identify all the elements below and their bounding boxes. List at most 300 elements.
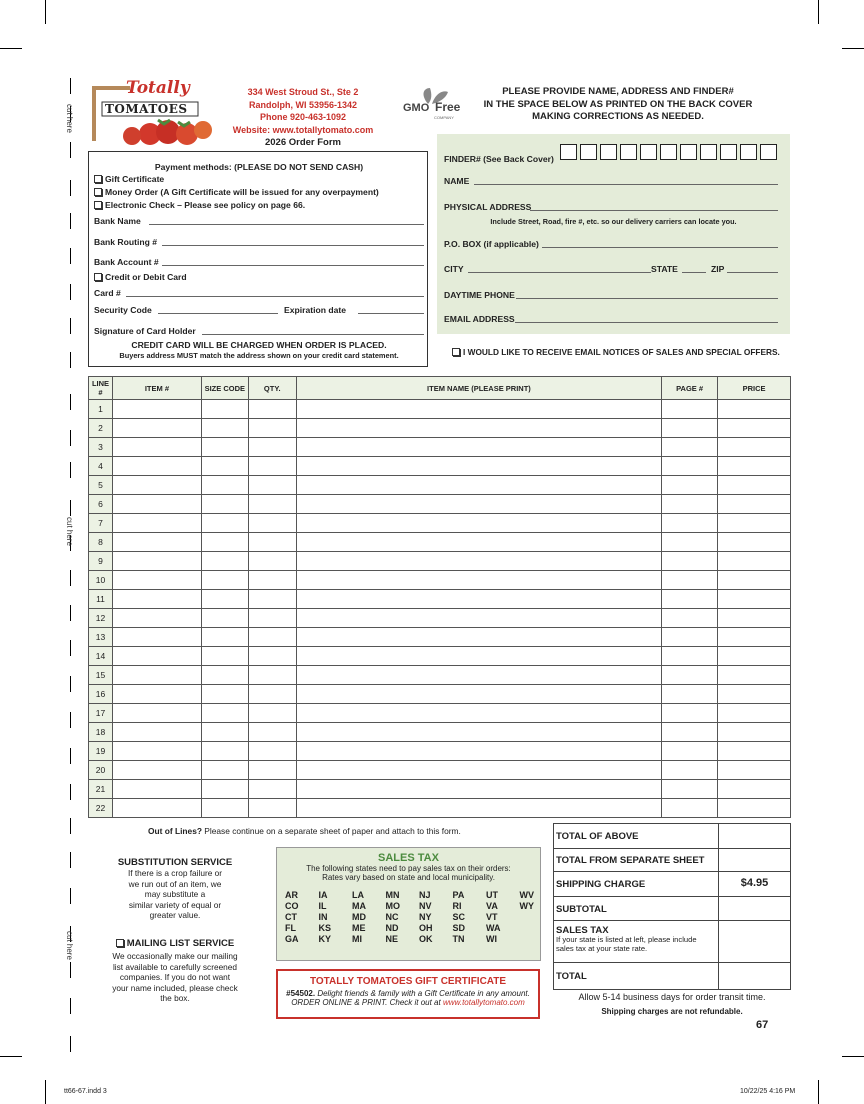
price-cell[interactable] [718,723,791,742]
instructions-line: IN THE SPACE BELOW AS PRINTED ON THE BACK COVER [483,98,753,110]
item-name-cell[interactable] [296,457,661,476]
item-name-cell[interactable] [296,419,661,438]
field-label: Bank Routing # [94,237,158,247]
qty-cell[interactable] [248,533,296,552]
address-line2: Randolph, WI 53956-1342 [248,99,358,110]
cut-line-tick [70,748,71,764]
card-number-field[interactable] [94,288,424,298]
item-number-cell[interactable] [112,438,201,457]
state-code: WA [486,923,501,933]
order-items-table [88,376,791,818]
line-number: 5 [89,476,113,495]
field-label: CITY [444,264,464,274]
finder-digit-box[interactable] [700,144,717,160]
cut-line-tick [70,78,71,94]
finder-digit-box[interactable] [680,144,697,160]
electronic-check-option[interactable] [94,200,305,210]
field-label: P.O. BOX (if applicable) [444,239,539,249]
bank-name-field[interactable] [94,216,424,226]
price-cell[interactable] [718,647,791,666]
finder-digit-box[interactable] [620,144,637,160]
cut-here-label: cut here [65,104,74,133]
item-number-cell[interactable] [112,609,201,628]
instructions-line: MAKING CORRECTIONS AS NEEDED. [532,111,704,122]
phone: Phone 920-463-1092 [259,112,347,122]
state-code: MN [385,890,400,900]
checkbox[interactable] [94,175,102,183]
qty-cell[interactable] [248,571,296,590]
cut-here-label: cut here [65,517,74,546]
finder-digit-box[interactable] [600,144,617,160]
size-code-cell[interactable] [201,476,248,495]
item-number-cell[interactable] [112,552,201,571]
price-cell[interactable] [718,552,791,571]
cut-line-tick [70,784,71,800]
page-number-cell[interactable] [662,742,718,761]
table-row [89,552,791,571]
item-name-cell[interactable] [296,704,661,723]
qty-cell[interactable] [248,723,296,742]
qty-cell[interactable] [248,400,296,419]
size-code-cell[interactable] [201,457,248,476]
item-name-cell[interactable] [296,723,661,742]
table-row [89,685,791,704]
option-label: Money Order (A Gift Certificate will be issued for any overpayment) [105,187,379,197]
item-name-cell[interactable] [296,799,661,818]
page-number-cell[interactable] [662,476,718,495]
price-cell[interactable] [718,780,791,799]
page-number-cell[interactable] [662,799,718,818]
state-code [520,923,554,934]
gmo-text: GMO [403,102,430,114]
gmo-free-badge [402,86,462,122]
item-name-cell[interactable] [296,514,661,533]
state-code: NC [385,912,399,922]
price-cell[interactable] [718,609,791,628]
size-code-cell[interactable] [201,533,248,552]
item-name-cell[interactable] [296,609,661,628]
page-number-cell[interactable] [662,552,718,571]
state-code: WI [486,934,497,944]
item-name-cell[interactable] [296,647,661,666]
item-number-cell[interactable] [112,495,201,514]
item-number-cell[interactable] [112,400,201,419]
state-code: FL [285,923,296,933]
header-line: LINE # [89,377,113,400]
signature-field[interactable] [94,326,424,336]
item-number-cell[interactable] [112,571,201,590]
header-item: ITEM # [112,377,201,400]
cut-line-tick [70,640,71,656]
subtotal-value[interactable] [719,897,790,920]
address-line1: 334 West Stroud St., Ste 2 [247,87,359,97]
mailing-title: MAILING LIST SERVICE [126,938,235,949]
state-code: ND [385,923,399,933]
size-code-cell[interactable] [201,704,248,723]
field-label: Security Code [94,305,152,315]
field-label: Bank Name [94,216,141,226]
price-cell[interactable] [718,400,791,419]
size-code-cell[interactable] [201,552,248,571]
state-code [520,934,554,945]
size-code-cell[interactable] [201,419,248,438]
qty-cell[interactable] [248,799,296,818]
item-number-cell[interactable] [112,666,201,685]
price-cell[interactable] [718,685,791,704]
field-label: DAYTIME PHONE [444,290,515,300]
state-code: ME [352,923,366,933]
price-cell[interactable] [718,533,791,552]
company-info [222,86,384,136]
checkbox[interactable] [94,201,102,209]
daytime-phone-field[interactable] [444,290,778,300]
item-number-cell[interactable] [112,704,201,723]
qty-cell[interactable] [248,609,296,628]
line-number: 22 [89,799,113,818]
credit-charge-note: CREDIT CARD WILL BE CHARGED WHEN ORDER IS PLACED. [131,340,387,350]
price-cell[interactable] [718,704,791,723]
page-number-cell[interactable] [662,419,718,438]
separate-sheet-value[interactable] [719,849,790,871]
price-cell[interactable] [718,590,791,609]
price-cell[interactable] [718,799,791,818]
item-number-cell[interactable] [112,742,201,761]
cut-line-tick [70,180,71,196]
size-code-cell[interactable] [201,514,248,533]
size-code-cell[interactable] [201,780,248,799]
item-name-cell[interactable] [296,666,661,685]
header-qty: QTY. [248,377,296,400]
finder-digit-box[interactable] [760,144,777,160]
bank-account-field[interactable] [94,257,424,267]
email-address-field[interactable] [444,314,778,324]
table-row [89,476,791,495]
page-number-cell[interactable] [662,723,718,742]
address-match-note: Buyers address MUST match the address shown on your credit card statement. [119,351,399,360]
item-name-cell[interactable] [296,628,661,647]
size-code-cell[interactable] [201,666,248,685]
mailing-text-line: We occasionally make our mailing [112,951,238,961]
substitution-text-line: greater value. [149,910,201,920]
security-expiration-field[interactable] [94,305,424,315]
shipping-charge-label: SHIPPING CHARGE [554,872,719,896]
item-number-cell[interactable] [112,457,201,476]
price-cell[interactable] [718,514,791,533]
price-cell[interactable] [718,457,791,476]
size-code-cell[interactable] [201,628,248,647]
state-code: CO [285,901,299,911]
state-column [453,890,487,945]
price-cell[interactable] [718,761,791,780]
finder-number-field[interactable] [444,154,554,164]
substitution-title: SUBSTITUTION SERVICE [117,857,233,868]
size-code-cell[interactable] [201,761,248,780]
checkbox[interactable] [452,348,460,356]
sales-tax-value[interactable] [719,921,790,962]
field-label: FINDER# (See Back Cover) [444,154,554,164]
item-name-cell[interactable] [296,780,661,799]
mailing-list-service [100,938,250,1004]
state-code: MA [352,901,366,911]
state-code: SC [452,912,466,922]
page-number-cell[interactable] [662,704,718,723]
qty-cell[interactable] [248,495,296,514]
price-cell[interactable] [718,628,791,647]
total-value[interactable] [719,963,790,989]
po-box-field[interactable] [444,239,778,249]
checkbox[interactable] [94,188,102,196]
out-of-lines-note [148,826,461,836]
size-code-cell[interactable] [201,590,248,609]
item-number-cell[interactable] [112,723,201,742]
field-label: Expiration date [284,305,347,315]
table-row [89,590,791,609]
item-number-cell[interactable] [112,647,201,666]
table-row [89,647,791,666]
cut-line-tick [70,712,71,728]
physical-address-field[interactable] [444,202,778,212]
website: Website: www.totallytomato.com [232,124,374,135]
item-number-cell[interactable] [112,685,201,704]
state-code: TN [452,934,465,944]
logo-word-tomatoes: TOMATOES [105,102,188,116]
checkbox[interactable] [94,273,102,281]
field-label: STATE [651,264,678,274]
state-code: NY [419,912,432,922]
cut-line-tick [70,888,71,904]
city-state-zip-field[interactable] [444,264,778,274]
finder-digit-box[interactable] [740,144,757,160]
qty-cell[interactable] [248,666,296,685]
crop-mark [818,1080,819,1104]
line-number: 18 [89,723,113,742]
bank-routing-field[interactable] [94,237,424,247]
qty-cell[interactable] [248,590,296,609]
page-number-cell[interactable] [662,457,718,476]
state-code: MD [352,912,366,922]
item-name-cell[interactable] [296,476,661,495]
item-name-cell[interactable] [296,590,661,609]
mailing-list-checkbox[interactable] [116,939,124,947]
size-code-cell[interactable] [201,400,248,419]
qty-cell[interactable] [248,647,296,666]
page-number-cell[interactable] [662,438,718,457]
state-column [520,890,554,945]
page-number-cell[interactable] [662,400,718,419]
price-cell[interactable] [718,476,791,495]
state-code: CT [285,912,297,922]
finder-digit-box[interactable] [720,144,737,160]
finder-digit-box[interactable] [640,144,657,160]
page-number-cell[interactable] [662,514,718,533]
item-name-cell[interactable] [296,400,661,419]
total-above-value[interactable] [719,824,790,848]
qty-cell[interactable] [248,514,296,533]
price-cell[interactable] [718,438,791,457]
header-page: PAGE # [662,377,718,400]
line-number: 14 [89,647,113,666]
page-number-cell[interactable] [662,571,718,590]
item-number-cell[interactable] [112,514,201,533]
state-code: GA [285,934,299,944]
item-number-cell[interactable] [112,628,201,647]
size-code-cell[interactable] [201,495,248,514]
item-name-cell[interactable] [296,685,661,704]
size-code-cell[interactable] [201,438,248,457]
qty-cell[interactable] [248,438,296,457]
size-code-cell[interactable] [201,723,248,742]
page-number-cell[interactable] [662,685,718,704]
size-code-cell[interactable] [201,571,248,590]
page-number-cell[interactable] [662,666,718,685]
size-code-cell[interactable] [201,609,248,628]
item-name-cell[interactable] [296,533,661,552]
size-code-cell[interactable] [201,647,248,666]
state-code: PA [452,890,465,900]
option-label: I WOULD LIKE TO RECEIVE EMAIL NOTICES OF SALES AND SPECIAL OFFERS. [463,347,780,357]
field-label: NAME [444,176,470,186]
table-row [89,419,791,438]
payment-methods-box [88,151,428,367]
price-cell[interactable] [718,571,791,590]
note-bold: Out of Lines? [148,826,202,836]
item-number-cell[interactable] [112,419,201,438]
money-order-option[interactable] [94,187,379,197]
price-cell[interactable] [718,419,791,438]
address-form-panel [437,134,790,334]
page-number-cell[interactable] [662,609,718,628]
gift-certificate-banner [276,969,540,1019]
qty-cell[interactable] [248,704,296,723]
header-item-name: ITEM NAME (PLEASE PRINT) [296,377,661,400]
cut-line-tick [70,394,71,410]
form-title: 2026 Order Form [264,137,342,148]
table-row [89,438,791,457]
credit-card-option[interactable] [94,272,187,282]
cut-line-tick [70,605,71,621]
state-code: WV [519,890,534,900]
qty-cell[interactable] [248,780,296,799]
cut-line-tick [70,1036,71,1052]
item-number-cell[interactable] [112,533,201,552]
state-code: WY [519,901,534,911]
qty-cell[interactable] [248,419,296,438]
item-number-cell[interactable] [112,799,201,818]
cut-line-tick [70,962,71,978]
qty-cell[interactable] [248,552,296,571]
item-name-cell[interactable] [296,761,661,780]
item-name-cell[interactable] [296,495,661,514]
price-cell[interactable] [718,742,791,761]
totally-tomatoes-logo [88,80,214,148]
state-code: NJ [419,890,431,900]
cut-line-tick [70,142,71,158]
table-row [89,533,791,552]
item-number-cell[interactable] [112,590,201,609]
finder-digit-box[interactable] [560,144,577,160]
size-code-cell[interactable] [201,685,248,704]
gift-cert-line: Delight friends & family with a Gift Certificate in any amount. [317,989,530,998]
page-number-cell[interactable] [662,495,718,514]
price-cell[interactable] [718,666,791,685]
qty-cell[interactable] [248,761,296,780]
size-code-cell[interactable] [201,799,248,818]
gift-certificate-option[interactable] [94,174,164,184]
qty-cell[interactable] [248,628,296,647]
qty-cell[interactable] [248,742,296,761]
line-number: 21 [89,780,113,799]
state-code: VA [486,901,498,911]
state-column [285,890,319,945]
gift-cert-title: TOTALLY TOMATOES GIFT CERTIFICATE [309,976,507,987]
address-instructions [468,86,768,124]
page-number-cell[interactable] [662,533,718,552]
price-cell[interactable] [718,495,791,514]
page-number: 67 [756,1019,769,1031]
item-name-cell[interactable] [296,571,661,590]
state-column [319,890,353,945]
substitution-text-line: may substitute a [144,889,206,899]
line-number: 9 [89,552,113,571]
page-number-cell[interactable] [662,628,718,647]
header-price: PRICE [718,377,791,400]
item-name-cell[interactable] [296,742,661,761]
table-row [89,799,791,818]
field-label: Bank Account # [94,257,159,267]
finder-digit-box[interactable] [660,144,677,160]
cut-line-tick [70,998,71,1014]
crop-mark [45,0,46,24]
qty-cell[interactable] [248,457,296,476]
note-text: Please continue on a separate sheet of paper and attach to this form. [204,826,461,836]
line-number: 11 [89,590,113,609]
item-number-cell[interactable] [112,761,201,780]
table-row [89,628,791,647]
finder-digit-box[interactable] [580,144,597,160]
cut-line-tick [70,462,71,478]
size-code-cell[interactable] [201,742,248,761]
page-number-cell[interactable] [662,761,718,780]
footer-file: tt66-67.indd 3 [64,1088,107,1095]
item-number-cell[interactable] [112,780,201,799]
page-number-cell[interactable] [662,647,718,666]
item-name-cell[interactable] [296,552,661,571]
item-number-cell[interactable] [112,476,201,495]
qty-cell[interactable] [248,685,296,704]
field-label: Card # [94,288,121,298]
footer-date: 10/22/25 4:16 PM [740,1088,796,1095]
state-code: LA [352,890,364,900]
cut-line-tick [70,213,71,229]
page-number-cell[interactable] [662,780,718,799]
field-label: Signature of Card Holder [94,326,196,336]
email-notice-option[interactable] [452,347,780,357]
item-name-cell[interactable] [296,438,661,457]
cut-line-tick [70,570,71,586]
state-code: MI [352,934,362,944]
state-code: OK [419,934,433,944]
page-number-cell[interactable] [662,590,718,609]
name-field[interactable] [444,176,778,186]
sales-tax-note: If your state is listed at left, please include sales tax at your state rate. [556,935,697,953]
line-number: 16 [89,685,113,704]
line-number: 10 [89,571,113,590]
gift-cert-link[interactable]: www.totallytomato.com [442,998,525,1007]
gmo-sub: COMPANY [434,115,454,120]
total-above-label: TOTAL OF ABOVE [554,824,719,848]
qty-cell[interactable] [248,476,296,495]
state-column [352,890,386,945]
